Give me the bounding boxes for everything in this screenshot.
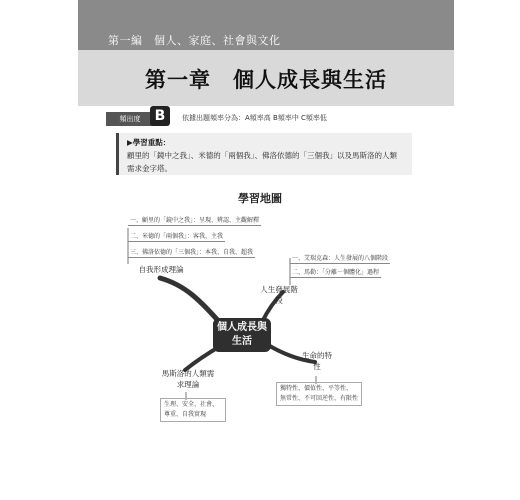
center-node: 個人成長與生活 xyxy=(213,318,271,352)
development-item-1: 一、艾瑞克森：人生發展的八個階段 xyxy=(290,252,390,264)
self-item-3: 三、佛洛依德的「三個我」：本我、自我、超我 xyxy=(128,246,255,258)
development-item-2: 二、馬勒：「分離－個體化」過程 xyxy=(290,266,381,278)
maslow-line-2: 尊重、自我實現 xyxy=(164,411,207,418)
learning-map-title: 學習地圖 xyxy=(238,192,282,205)
frequency-grade-badge: B xyxy=(150,106,170,126)
branch-line-self xyxy=(160,278,222,325)
section-header: 第一編 個人、家庭、社會與文化 xyxy=(108,34,281,47)
learning-focus-heading: ▶學習重點： xyxy=(127,138,171,147)
learning-focus-body: 顧里的「鏡中之我」、米德的「兩個我」、佛洛依德的「三個我」以及馬斯洛的人類需求金字塔。 xyxy=(127,151,397,173)
self-item-2: 二、米德的「兩個我」：客我、主我 xyxy=(128,230,225,242)
life-characteristics-box xyxy=(276,382,362,406)
maslow-needs-box xyxy=(160,398,226,422)
branch-life-development: 人生發展階段 xyxy=(260,285,298,305)
self-item-1: 一、顧里的「鏡中之我」：呈現、辨認、主觀解釋 xyxy=(128,214,261,226)
life-line-1: 獨特性、價值性、平等性、 xyxy=(280,385,353,392)
life-line-2: 無常性、不可回逆性、有限性 xyxy=(280,395,359,402)
frequency-label: 頻出度 xyxy=(106,112,154,126)
frequency-description: 依據出題頻率分為：A頻率高 B頻率中 C頻率低 xyxy=(182,114,327,122)
branch-life-characteristics: 生命的特性 xyxy=(302,351,332,371)
chapter-title: 第一章 個人成長與生活 xyxy=(145,68,387,92)
maslow-line-1: 生理、安全、社會、 xyxy=(164,401,219,408)
branch-self-formation: 自我形成理論 xyxy=(138,265,184,274)
branch-maslow: 馬斯洛的人類需求理論 xyxy=(161,369,215,389)
